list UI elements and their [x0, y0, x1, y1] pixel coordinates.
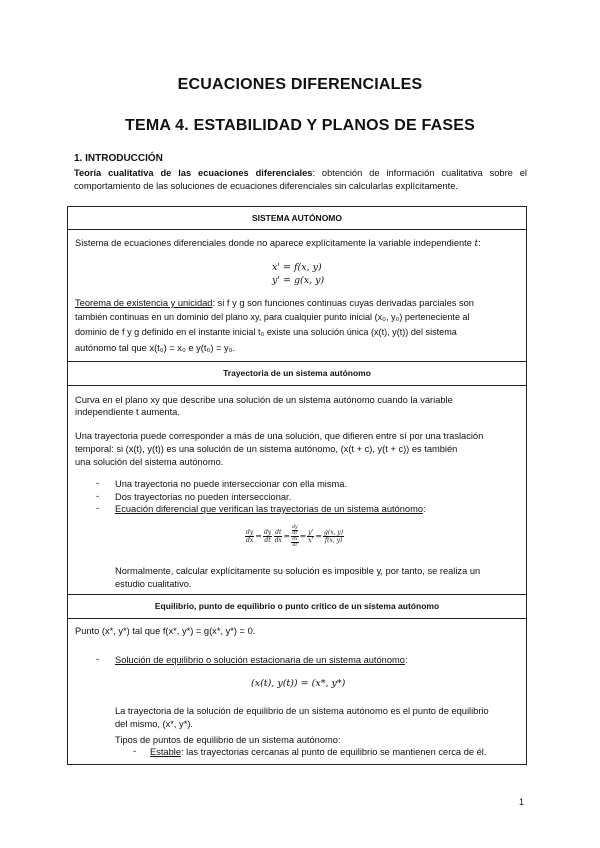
bullet-dash: - [96, 654, 100, 664]
theorem-label: Teorema de existencia y unicidad [75, 298, 213, 308]
bullet-no-mutual-intersection: Dos trayectorias no pueden interseccionar. [115, 492, 292, 502]
bullet-no-self-intersection: Una trayectoria no puede interseccionar con ella misma. [115, 479, 348, 489]
intro-paragraph [74, 167, 527, 193]
frac-dy-dt: $\frac{dy}{dt}$ [263, 529, 272, 544]
box-equilibrio-header: Equilibrio, punto de equilibrio o punto crítico de un sistema autónomo [67, 595, 527, 619]
theorem-line-4: autónomo tal que x(t₀) = x₀ e y(t₀) = y₀. [75, 343, 236, 353]
box-trayectoria-header: Trayectoria de un sistema autónomo [67, 362, 527, 386]
equilibrium-type-estable: Estable: las trayectorias cercanas al punto de equilibrio se mantienen cerca de él. [150, 747, 487, 757]
bullet-trajectory-equation: Ecuación diferencial que verifican las trayectorias de un sistema autónomo: [115, 504, 426, 514]
theorem-line-3: dominio de f y g definido en el instante inicial t₀ existe una solución única (x(t), y(t)) del sistema [75, 327, 457, 337]
cualitativo-line-1: Normalmente, calcular explícitamente su solución es imposible y, por tanto, se realiza un [115, 566, 481, 576]
section-heading: 1. INTRODUCCIÓN [74, 153, 163, 164]
traslacion-line-2: temporal: si (x(t), y(t)) es una solución de un sistema autónomo, (x(t + c), y(t + c)) es también [75, 444, 458, 454]
equilibrium-point-definition: Punto (x*, y*) tal que f(x*, y*) = g(x*, y*) = 0. [75, 626, 256, 636]
equilibrium-solution-label: Solución de equilibrio o solución estacionaria de un sistema autónomo: [115, 655, 408, 665]
cualitativo-line-2: estudio cualitativo. [115, 579, 192, 589]
frac-yp-xp: $\frac{y'}{x'}$ [308, 529, 314, 544]
intro-term: Teoría cualitativa de las ecuaciones diferenciales [74, 168, 313, 178]
trayectoria-def-line-2: independiente t aumenta. [75, 407, 180, 417]
box-sistema-autonomo-header: SISTEMA AUTÓNOMO [67, 206, 527, 230]
system-equation-1: x' = f(x, y) [272, 262, 322, 273]
trajectory-formula: $\frac{dy}{dx}$ = $\frac{dy}{dt}$ $\frac{dt}{dx}$ = dy dt dx dt = $\frac{y'}{x'}$ = $\frac{g(x, y)}{f(x, y)}$ [246, 525, 344, 548]
frac-compound: dy dt dx dt [292, 525, 298, 548]
system-equation-2: y' = g(x, y) [272, 275, 325, 286]
document-subtitle: TEMA 4. ESTABILIDAD Y PLANOS DE FASES [125, 117, 475, 134]
theorem-line-1: Teorema de existencia y unicidad: si f y g son funciones continuas cuyas derivadas parciales son [75, 298, 474, 308]
document-title: ECUACIONES DIFERENCIALES [177, 76, 423, 93]
bullet-dash: - [96, 478, 100, 488]
equilibrium-solution-equation: (x(t), y(t)) = (x*, y*) [251, 678, 346, 689]
equilibrium-types-label: Tipos de puntos de equilibrio de un sistema autónomo: [115, 735, 341, 745]
trayectoria-def-line-1: Curva en el plano xy que describe una solución de un sistema autónomo cuando la variable [75, 395, 453, 405]
intro-text: : obtención de información cualitativa sobre el comportamiento de las soluciones de ecuaciones diferenciales sin calcularlas explícitamente. [74, 168, 527, 191]
equilibrium-trajectory-line-1: La trayectoria de la solución de equilibrio de un sistema autónomo es el punto de equilibrio [115, 706, 489, 716]
bullet-dash: - [96, 491, 100, 501]
theorem-line-2: también continuas en un dominio del plano xy, para cualquier punto inicial (x₀, y₀) perteneciente al [75, 312, 470, 322]
frac-g-f: $\frac{g(x, y)}{f(x, y)}$ [324, 529, 344, 544]
bullet-dash: - [133, 746, 137, 756]
equilibrium-trajectory-line-2: del mismo, (x*, y*). [115, 719, 194, 729]
definition-text: Sistema de ecuaciones diferenciales donde no aparece explícitamente la variable independiente t: [75, 238, 481, 249]
bullet-dash: - [96, 503, 100, 513]
frac-dt-dx: $\frac{dt}{dx}$ [274, 529, 282, 544]
page-number: 1 [519, 797, 525, 807]
variable-t: t [474, 238, 479, 249]
traslacion-line-3: una solución del sistema autónomo. [75, 457, 224, 467]
traslacion-line-1: Una trayectoria puede corresponder a más de una solución, que difieren entre sí por una traslación [75, 431, 484, 441]
frac-dy-dx: $\frac{dy}{dx}$ [246, 529, 254, 544]
